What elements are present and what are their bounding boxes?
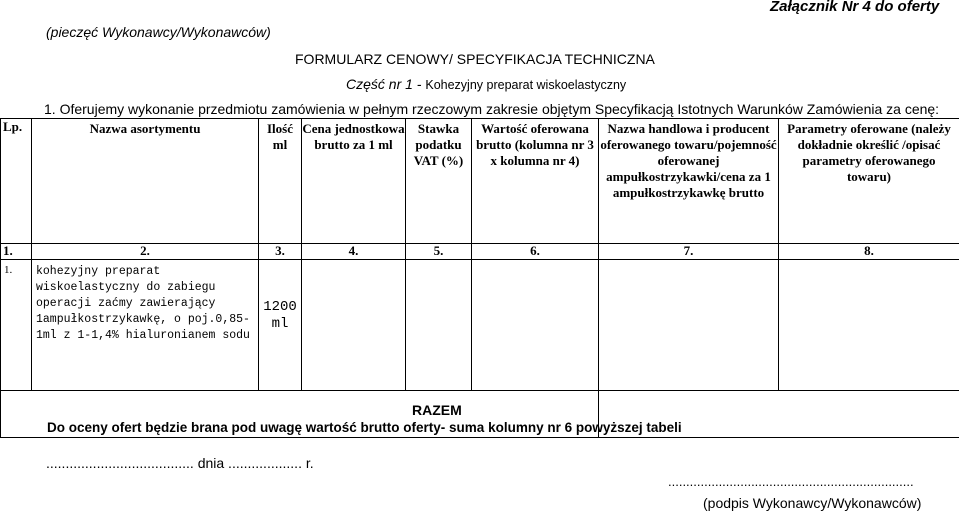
- col-number-8: 8.: [779, 244, 959, 260]
- evaluation-note: Do oceny ofert będzie brana pod uwagę wartość brutto oferty- suma kolumny nr 6 powyższej tabeli: [47, 420, 682, 435]
- part-name: Kohezyjny preparat wiskoelastyczny: [425, 78, 627, 92]
- col-number-5: 5.: [406, 244, 472, 260]
- col-header-lp: Lp.: [1, 119, 32, 244]
- col-header-vat-text: Stawka podatku VAT (%): [413, 121, 464, 168]
- col-header-qty-text: Ilość ml: [267, 121, 293, 152]
- col-header-unit-price-text: Cena jednostkowa brutto za 1 ml: [302, 121, 405, 152]
- row-trade-name-cell[interactable]: [599, 260, 779, 391]
- row-unit-price-cell[interactable]: [302, 260, 406, 391]
- row-quantity: 1200 ml: [259, 260, 302, 391]
- row-lp: 1.: [1, 260, 32, 391]
- col-header-name-text: Nazwa asortymentu: [89, 121, 201, 136]
- price-table: [0, 118, 959, 438]
- part-title: [346, 76, 626, 92]
- col-header-value-text: Wartość oferowana brutto (kolumna nr 3 x kolumna nr 4): [476, 121, 594, 168]
- col-header-vat: [406, 119, 472, 244]
- col-number-1: 1.: [1, 244, 32, 260]
- part-label: Część nr 1 -: [346, 76, 426, 92]
- row-product-name: kohezyjny preparat wiskoelastyczny do zabiegu operacji zaćmy zawierający 1ampułkostrzykawkę, o poj.0,85-1ml z 1-1,4% hialuronianem sodu: [32, 260, 259, 391]
- col-header-qty: [259, 119, 302, 244]
- col-header-value: [472, 119, 599, 244]
- col-header-unit-price: [302, 119, 406, 244]
- place-date-line: ...................................... dnia ................... r.: [46, 455, 314, 471]
- form-title: FORMULARZ CENOWY/ SPECYFIKACJA TECHNICZNA: [295, 51, 655, 67]
- table-row: [1, 260, 959, 391]
- col-header-trade-name: [599, 119, 779, 244]
- annex-label: Załącznik Nr 4 do oferty: [770, 0, 940, 15]
- col-header-parameters-text: Parametry oferowane (należy dokładnie określić /opisać parametry oferowanego towaru): [787, 121, 951, 184]
- col-number-3: 3.: [259, 244, 302, 260]
- col-number-7: 7.: [599, 244, 779, 260]
- col-number-4: 4.: [302, 244, 406, 260]
- row-parameters-cell[interactable]: [779, 260, 959, 391]
- offer-statement: 1. Oferujemy wykonanie przedmiotu zamówienia w pełnym rzeczowym zakresie objętym Specyfikacją Istotnych Warunków Zamówienia za cenę:: [44, 101, 940, 117]
- col-header-trade-name-text: Nazwa handlowa i producent oferowanego towaru/pojemność oferowanej ampułkostrzykawki/cena za 1 ampułkostrzykawkę brutto: [600, 121, 777, 200]
- col-header-name: [32, 119, 259, 244]
- col-number-6: 6.: [472, 244, 599, 260]
- row-value-cell[interactable]: [472, 260, 599, 391]
- column-number-row: [1, 244, 959, 260]
- header-row: [1, 119, 959, 244]
- signature-dots: ....................................................................: [668, 474, 914, 489]
- col-number-2: 2.: [32, 244, 259, 260]
- row-vat-cell[interactable]: [406, 260, 472, 391]
- signature-label: (podpis Wykonawcy/Wykonawców): [703, 495, 922, 511]
- sum-label: RAZEM: [412, 402, 462, 418]
- col-header-parameters: [779, 119, 959, 244]
- stamp-placeholder: (pieczęć Wykonawcy/Wykonawców): [46, 24, 271, 40]
